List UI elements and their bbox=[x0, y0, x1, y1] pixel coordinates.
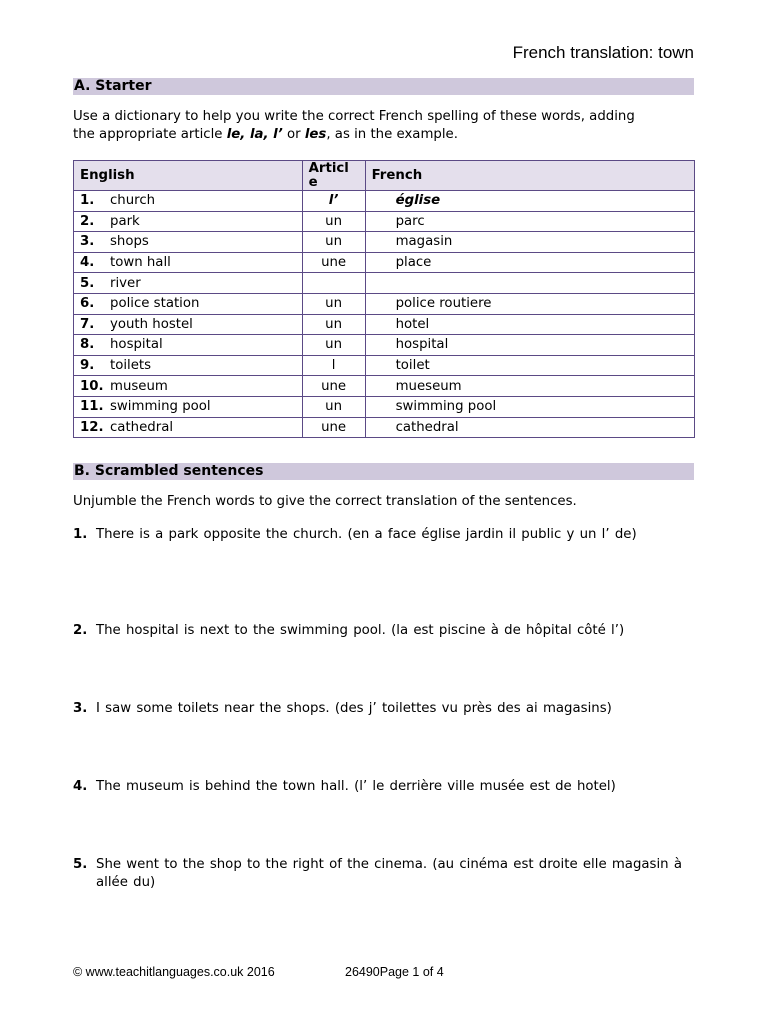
table-row bbox=[74, 191, 695, 212]
english-word: cathedral bbox=[110, 419, 174, 435]
row-number: 6. bbox=[80, 296, 95, 312]
question-text: The museum is behind the town hall. (l’ le derrière ville musée est de hotel) bbox=[96, 779, 616, 794]
page-footer bbox=[73, 965, 444, 979]
row-number: 10. bbox=[80, 378, 104, 394]
article-cell: un bbox=[302, 232, 365, 253]
english-cell bbox=[74, 273, 303, 294]
french-cell: église bbox=[365, 191, 694, 212]
english-word: town hall bbox=[110, 255, 171, 271]
table-row bbox=[74, 293, 695, 314]
table-row bbox=[74, 417, 695, 438]
row-number: 2. bbox=[80, 213, 95, 229]
question-item bbox=[73, 622, 683, 640]
row-number: 1. bbox=[80, 193, 95, 209]
page-number: 26490Page 1 of 4 bbox=[345, 965, 444, 979]
article-cell: un bbox=[302, 293, 365, 314]
article-cell: l bbox=[302, 355, 365, 376]
row-number: 11. bbox=[80, 399, 104, 415]
english-word: church bbox=[110, 193, 156, 209]
english-cell bbox=[74, 417, 303, 438]
column-header-french: French bbox=[365, 161, 694, 191]
question-text: I saw some toilets near the shops. (des j’ toilettes vu près des ai magasins) bbox=[96, 701, 612, 716]
table-row bbox=[74, 211, 695, 232]
column-header-english: English bbox=[74, 161, 303, 191]
question-item bbox=[73, 700, 683, 718]
table-row bbox=[74, 335, 695, 356]
page-title: French translation: town bbox=[512, 43, 694, 62]
table-row bbox=[74, 355, 695, 376]
english-cell bbox=[74, 191, 303, 212]
question-item bbox=[73, 856, 683, 892]
copyright-text: © www.teachitlanguages.co.uk 2016 bbox=[73, 965, 275, 979]
english-word: youth hostel bbox=[110, 316, 193, 332]
french-cell: hotel bbox=[365, 314, 694, 335]
article-cell: une bbox=[302, 376, 365, 397]
section-a-heading: A. Starter bbox=[73, 78, 694, 95]
table-header-row bbox=[74, 161, 695, 191]
english-cell bbox=[74, 355, 303, 376]
english-cell bbox=[74, 376, 303, 397]
question-text: There is a park opposite the church. (en a face église jardin il public y un l’ de) bbox=[96, 527, 637, 542]
question-number: 5. bbox=[73, 857, 88, 872]
french-cell bbox=[365, 273, 694, 294]
french-cell: toilet bbox=[365, 355, 694, 376]
row-number: 12. bbox=[80, 419, 104, 435]
row-number: 9. bbox=[80, 358, 95, 374]
french-cell: magasin bbox=[365, 232, 694, 253]
question-item bbox=[73, 526, 683, 544]
article-cell: un bbox=[302, 396, 365, 417]
english-word: shops bbox=[110, 234, 149, 250]
question-item bbox=[73, 778, 683, 796]
english-cell bbox=[74, 252, 303, 273]
english-cell bbox=[74, 232, 303, 253]
table-row bbox=[74, 396, 695, 417]
table-row bbox=[74, 273, 695, 294]
section-a-instructions: Use a dictionary to help you write the correct French spelling of these words, adding the appropriate article le, la, l’ or les, as in the example. bbox=[73, 109, 635, 142]
english-cell bbox=[74, 335, 303, 356]
article-cell: un bbox=[302, 335, 365, 356]
english-word: river bbox=[110, 275, 141, 291]
column-header-article: Articl e bbox=[302, 161, 365, 191]
section-b-instructions: Unjumble the French words to give the correct translation of the sentences. bbox=[73, 494, 577, 509]
row-number: 3. bbox=[80, 234, 95, 250]
english-word: swimming pool bbox=[110, 399, 211, 415]
french-cell: police routiere bbox=[365, 293, 694, 314]
article-cell: une bbox=[302, 252, 365, 273]
english-word: park bbox=[110, 213, 140, 229]
question-number: 1. bbox=[73, 527, 88, 542]
table-row bbox=[74, 314, 695, 335]
english-word: museum bbox=[110, 378, 168, 394]
french-cell: hospital bbox=[365, 335, 694, 356]
table-row bbox=[74, 252, 695, 273]
question-number: 2. bbox=[73, 623, 88, 638]
article-cell: un bbox=[302, 211, 365, 232]
article-cell bbox=[302, 273, 365, 294]
vocabulary-table bbox=[73, 160, 695, 438]
french-cell: cathedral bbox=[365, 417, 694, 438]
row-number: 7. bbox=[80, 316, 95, 332]
row-number: 8. bbox=[80, 337, 95, 353]
english-word: police station bbox=[110, 296, 200, 312]
articles-list: le, la, l’ bbox=[226, 127, 283, 142]
article-les: les bbox=[304, 127, 327, 142]
french-cell: mueseum bbox=[365, 376, 694, 397]
article-cell: l’ bbox=[302, 191, 365, 212]
english-cell bbox=[74, 211, 303, 232]
question-text: She went to the shop to the right of the cinema. (au cinéma est droite elle magasin à allée du) bbox=[96, 857, 682, 890]
french-cell: swimming pool bbox=[365, 396, 694, 417]
article-cell: un bbox=[302, 314, 365, 335]
row-number: 4. bbox=[80, 255, 95, 271]
english-word: toilets bbox=[110, 358, 152, 374]
question-number: 4. bbox=[73, 779, 88, 794]
question-text: The hospital is next to the swimming pool. (la est piscine à de hôpital côté l’) bbox=[96, 623, 625, 638]
english-cell bbox=[74, 396, 303, 417]
english-cell bbox=[74, 293, 303, 314]
article-cell: une bbox=[302, 417, 365, 438]
english-cell bbox=[74, 314, 303, 335]
section-b-heading: B. Scrambled sentences bbox=[73, 463, 694, 480]
table-row bbox=[74, 376, 695, 397]
table-row bbox=[74, 232, 695, 253]
french-cell: place bbox=[365, 252, 694, 273]
question-number: 3. bbox=[73, 701, 88, 716]
french-cell: parc bbox=[365, 211, 694, 232]
english-word: hospital bbox=[110, 337, 163, 353]
row-number: 5. bbox=[80, 275, 95, 291]
